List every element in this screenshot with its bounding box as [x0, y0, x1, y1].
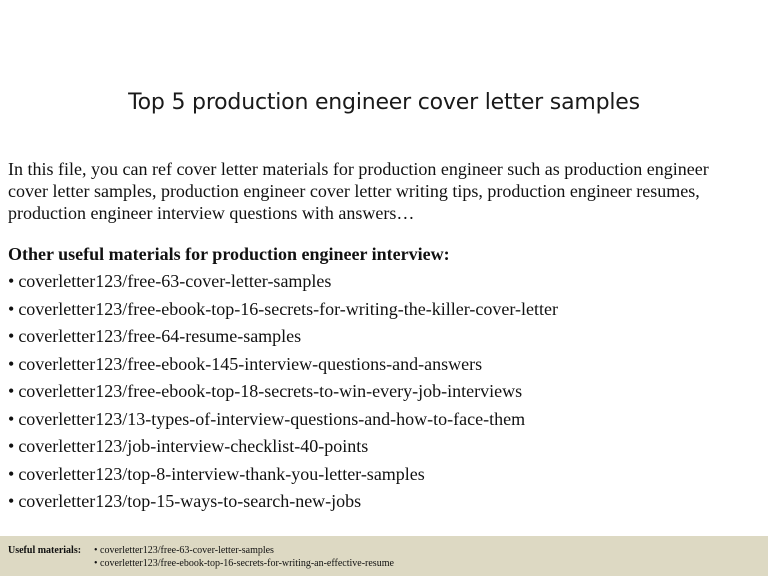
- material-link[interactable]: coverletter123/top-15-ways-to-search-new-jobs: [18, 491, 362, 511]
- material-item: [8, 325, 558, 353]
- bullet-icon: •: [8, 271, 15, 291]
- footer-link[interactable]: • coverletter123/free-ebook-top-16-secrets-for-writing-an-effective-resume: [94, 558, 394, 569]
- material-item: [8, 490, 558, 518]
- footer-label-text: Useful materials: [8, 545, 78, 556]
- materials-list: [8, 270, 558, 518]
- bullet-icon: •: [8, 436, 15, 456]
- slide-title: Top 5 production engineer cover letter samples: [128, 90, 640, 115]
- bullet-icon: •: [8, 381, 15, 401]
- bullet-icon: •: [8, 298, 15, 319]
- footer-bar: [0, 536, 768, 576]
- material-link[interactable]: coverletter123/free-ebook-top-16-secrets-for-writing-the-killer-cover-letter: [18, 298, 558, 319]
- material-link[interactable]: coverletter123/top-8-interview-thank-you-letter-samples: [18, 463, 425, 484]
- material-link[interactable]: coverletter123/job-interview-checklist-40-points: [18, 436, 369, 456]
- bullet-icon: •: [8, 353, 15, 374]
- footer-label-colon: :: [77, 545, 82, 556]
- material-item: [8, 435, 558, 463]
- material-item: [8, 408, 558, 436]
- footer-label: [8, 545, 81, 556]
- intro-line: production engineer interview questions with answers…: [8, 203, 415, 223]
- bullet-icon: •: [8, 326, 15, 346]
- material-link[interactable]: coverletter123/13-types-of-interview-questions-and-how-to-face-them: [18, 408, 526, 429]
- intro-line: In this file, you can ref cover letter materials for production engineer such as production engineer: [8, 159, 709, 179]
- bullet-icon: •: [8, 408, 15, 429]
- material-item: [8, 270, 558, 298]
- materials-heading: Other useful materials for production engineer interview:: [8, 244, 450, 264]
- material-link[interactable]: coverletter123/free-ebook-top-18-secrets-to-win-every-job-interviews: [18, 381, 523, 401]
- material-item: [8, 298, 558, 326]
- material-link[interactable]: coverletter123/free-63-cover-letter-samples: [18, 271, 332, 291]
- intro-paragraph: [8, 158, 760, 224]
- material-link[interactable]: coverletter123/free-ebook-145-interview-questions-and-answers: [18, 353, 483, 374]
- bullet-icon: •: [8, 463, 15, 484]
- footer-link[interactable]: • coverletter123/free-63-cover-letter-samples: [94, 545, 274, 556]
- material-link[interactable]: coverletter123/free-64-resume-samples: [18, 326, 302, 346]
- material-item: [8, 463, 558, 491]
- bullet-icon: •: [8, 491, 15, 511]
- intro-line: cover letter samples, production engineer cover letter writing tips, production engineer resumes,: [8, 181, 700, 201]
- material-item: [8, 380, 558, 408]
- material-item: [8, 353, 558, 381]
